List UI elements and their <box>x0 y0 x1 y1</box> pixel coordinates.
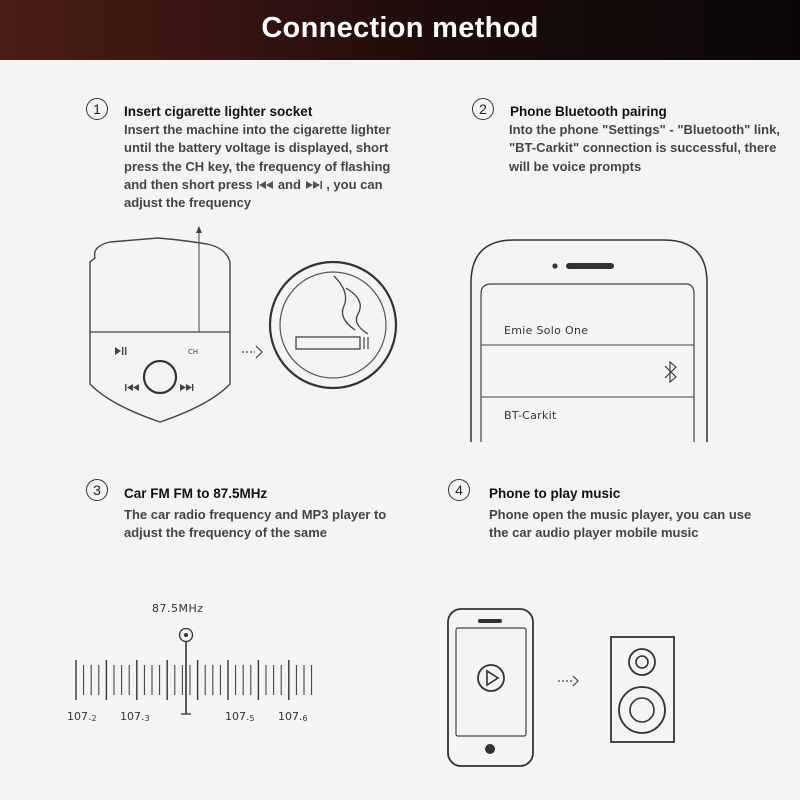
step-2-title: Phone Bluetooth pairing <box>510 104 667 119</box>
desc-line: Insert the machine into the cigarette lighter <box>124 122 391 137</box>
desc-line: will be voice prompts <box>509 158 642 174</box>
desc-line: adjust the frequency <box>124 195 252 211</box>
home-button[interactable] <box>485 744 495 754</box>
desc-line: Into the phone "Settings" - "Bluetooth" link, <box>509 122 780 137</box>
arrow-icon <box>558 676 578 686</box>
desc-line: The car radio frequency and MP3 player to <box>124 507 387 522</box>
step-4-title: Phone to play music <box>489 486 621 501</box>
current-frequency-label: 87.5MHz <box>152 602 204 615</box>
play-icon <box>487 671 498 685</box>
desc-text: and then short press <box>124 176 253 192</box>
step-1-number: 1 <box>86 98 108 120</box>
desc-line: Phone open the music player, you can use <box>489 507 752 522</box>
step-3-number: 3 <box>86 479 108 501</box>
small-phone-speaker <box>478 619 502 623</box>
dial-tick-label: 107.2 <box>67 710 97 723</box>
play-button[interactable] <box>478 665 504 691</box>
step-4-number: 4 <box>448 479 470 501</box>
dial-tick-label: 107.6 <box>278 710 308 723</box>
speaker-icon <box>611 637 674 742</box>
device-list-item[interactable]: BT-Carkit <box>504 409 557 422</box>
small-phone-outline <box>448 609 533 766</box>
dial-tick-label: 107.5 <box>225 710 255 723</box>
desc-text: and <box>277 176 301 192</box>
desc-line: press the CH key, the frequency of flashing <box>124 158 391 174</box>
ch-key-label: CH <box>188 348 199 356</box>
step-1-title: Insert cigarette lighter socket <box>124 104 313 119</box>
desc-line: adjust the frequency of the same <box>124 525 327 541</box>
desc-line: "BT-Carkit" connection is successful, there <box>509 140 777 156</box>
step-3-title: Car FM FM to 87.5MHz <box>124 486 268 501</box>
desc-text: , you can <box>326 176 383 192</box>
dial-tick-label: 107.3 <box>120 710 150 723</box>
step-2-number: 2 <box>472 98 494 120</box>
device-list-item[interactable]: Emie Solo One <box>504 324 589 337</box>
page-title: Connection method <box>261 12 539 44</box>
desc-line: until the battery voltage is displayed, short <box>124 140 389 156</box>
desc-line: the car audio player mobile music <box>489 525 699 541</box>
